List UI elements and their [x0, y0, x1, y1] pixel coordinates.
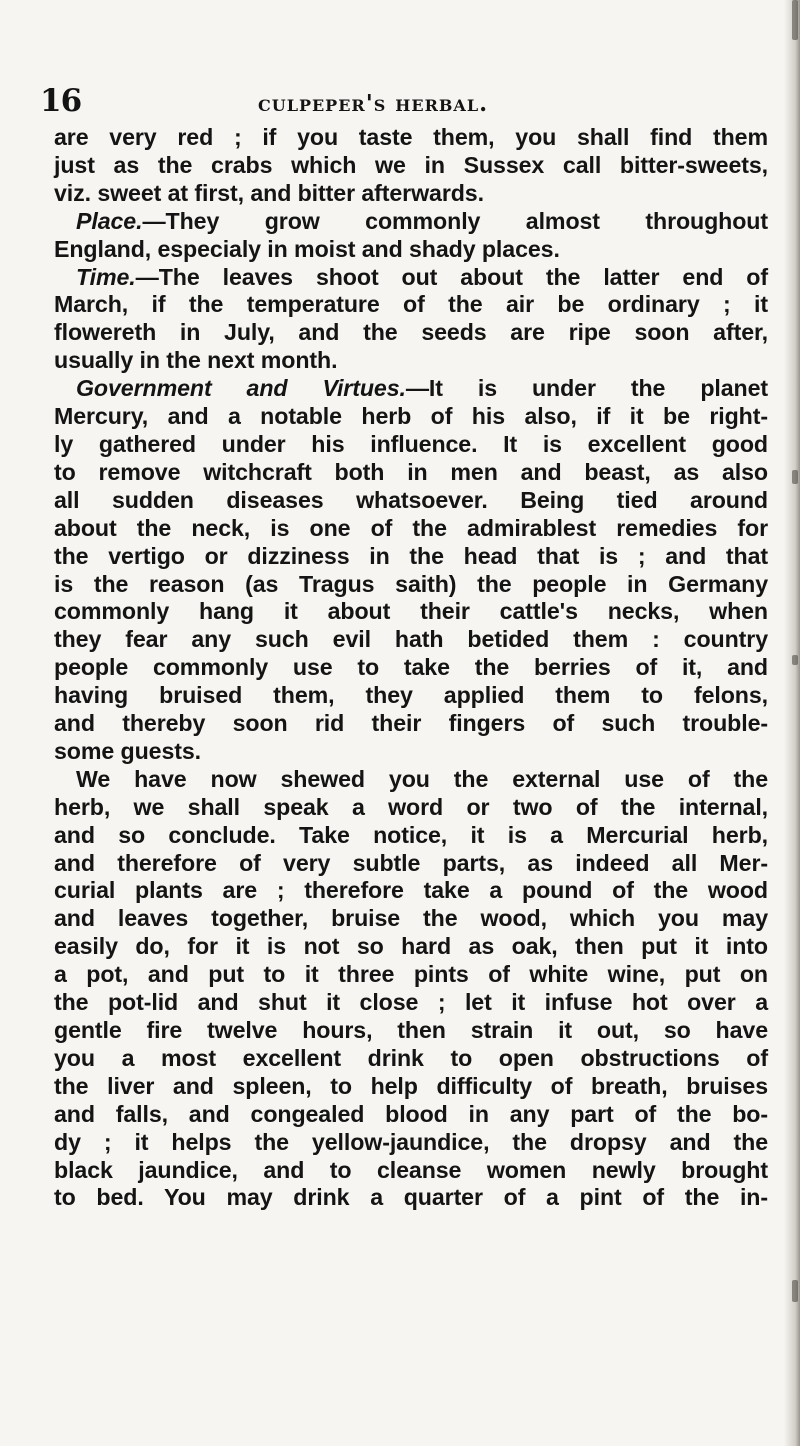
body-text — [54, 124, 768, 1212]
text-line: all sudden diseases whatsoever. Being tied around — [54, 486, 768, 513]
text-line — [54, 208, 768, 236]
text-line: March, if the temperature of the air be ordinary ; it — [54, 291, 768, 318]
text-line: ly gathered under his influence. It is excellent good — [54, 430, 768, 457]
page-edge-mark — [792, 655, 798, 665]
text-line — [54, 264, 768, 292]
text-line: some guests. — [54, 737, 201, 764]
text-line: usually in the next month. — [54, 347, 338, 374]
text-line: black jaundice, and to cleanse women newly brought — [54, 1156, 768, 1183]
text-line: flowereth in July, and the seeds are ripe soon after, — [54, 319, 768, 346]
page-edge-shadow — [784, 0, 800, 1446]
text-line: gentle fire twelve hours, then strain it out, so have — [54, 1017, 768, 1043]
text-line: viz. sweet at first, and bitter afterwards. — [54, 179, 484, 206]
page-number: 16 — [40, 83, 82, 119]
text-line: and so conclude. Take notice, it is a Mercurial herb, — [54, 821, 768, 848]
section-heading-time: Time. — [76, 263, 136, 290]
text-line: Mercury, and a notable herb of his also, if it be right- — [54, 403, 768, 430]
text-line: and thereby soon rid their fingers of such trouble- — [54, 710, 768, 737]
running-head: culpeper's herbal. — [258, 90, 489, 117]
text-run: —The leaves shoot out about the latter end of — [135, 263, 768, 290]
text-line: and leaves together, bruise the wood, which you may — [54, 905, 768, 932]
text-line — [54, 375, 768, 403]
text-line: just as the crabs which we in Sussex call bitter-sweets, — [54, 151, 768, 178]
page-edge-mark — [792, 0, 798, 40]
text-line: are very red ; if you taste them, you shall find them — [54, 124, 768, 150]
text-line: herb, we shall speak a word or two of the internal, — [54, 793, 768, 820]
text-line: We have now shewed you the external use of the — [76, 765, 768, 792]
text-line: the vertigo or dizziness in the head that is ; and that — [54, 542, 768, 569]
text-line: having bruised them, they applied them to felons, — [54, 682, 768, 709]
text-line: a pot, and put to it three pints of white wine, put on — [54, 961, 768, 988]
text-line: England, especialy in moist and shady places. — [54, 235, 560, 262]
text-line: about the neck, is one of the admirablest remedies for — [54, 514, 768, 541]
text-line: and falls, and congealed blood in any part of the bo- — [54, 1100, 768, 1127]
text-line: curial plants are ; therefore take a pound of the wood — [54, 877, 768, 904]
text-line: to remove witchcraft both in men and beast, as also — [54, 458, 768, 485]
page-edge-mark — [792, 470, 798, 484]
section-heading-place: Place. — [76, 207, 143, 234]
text-line: commonly hang it about their cattle's necks, when — [54, 598, 768, 625]
text-run: —They grow commonly almost throughout — [142, 207, 768, 234]
text-line: is the reason (as Tragus saith) the people in Germany — [54, 570, 768, 597]
text-line: you a most excellent drink to open obstructions of — [54, 1044, 768, 1071]
text-line: dy ; it helps the yellow-jaundice, the dropsy and the — [54, 1128, 768, 1155]
text-run: —It is under the planet — [405, 375, 768, 402]
text-line: the liver and spleen, to help difficulty of breath, bruises — [54, 1072, 768, 1099]
page-header — [40, 82, 760, 122]
text-line: easily do, for it is not so hard as oak, then put it into — [54, 933, 768, 960]
text-line: people commonly use to take the berries of it, and — [54, 654, 768, 681]
text-line: they fear any such evil hath betided them : country — [54, 626, 768, 653]
page-edge-mark — [792, 1280, 798, 1302]
text-line: the pot-lid and shut it close ; let it infuse hot over a — [54, 989, 768, 1016]
text-line: to bed. You may drink a quarter of a pint of the in- — [54, 1184, 768, 1211]
section-heading-government-virtues: Government and Virtues. — [76, 375, 406, 402]
text-line: and therefore of very subtle parts, as indeed all Mer- — [54, 849, 768, 876]
